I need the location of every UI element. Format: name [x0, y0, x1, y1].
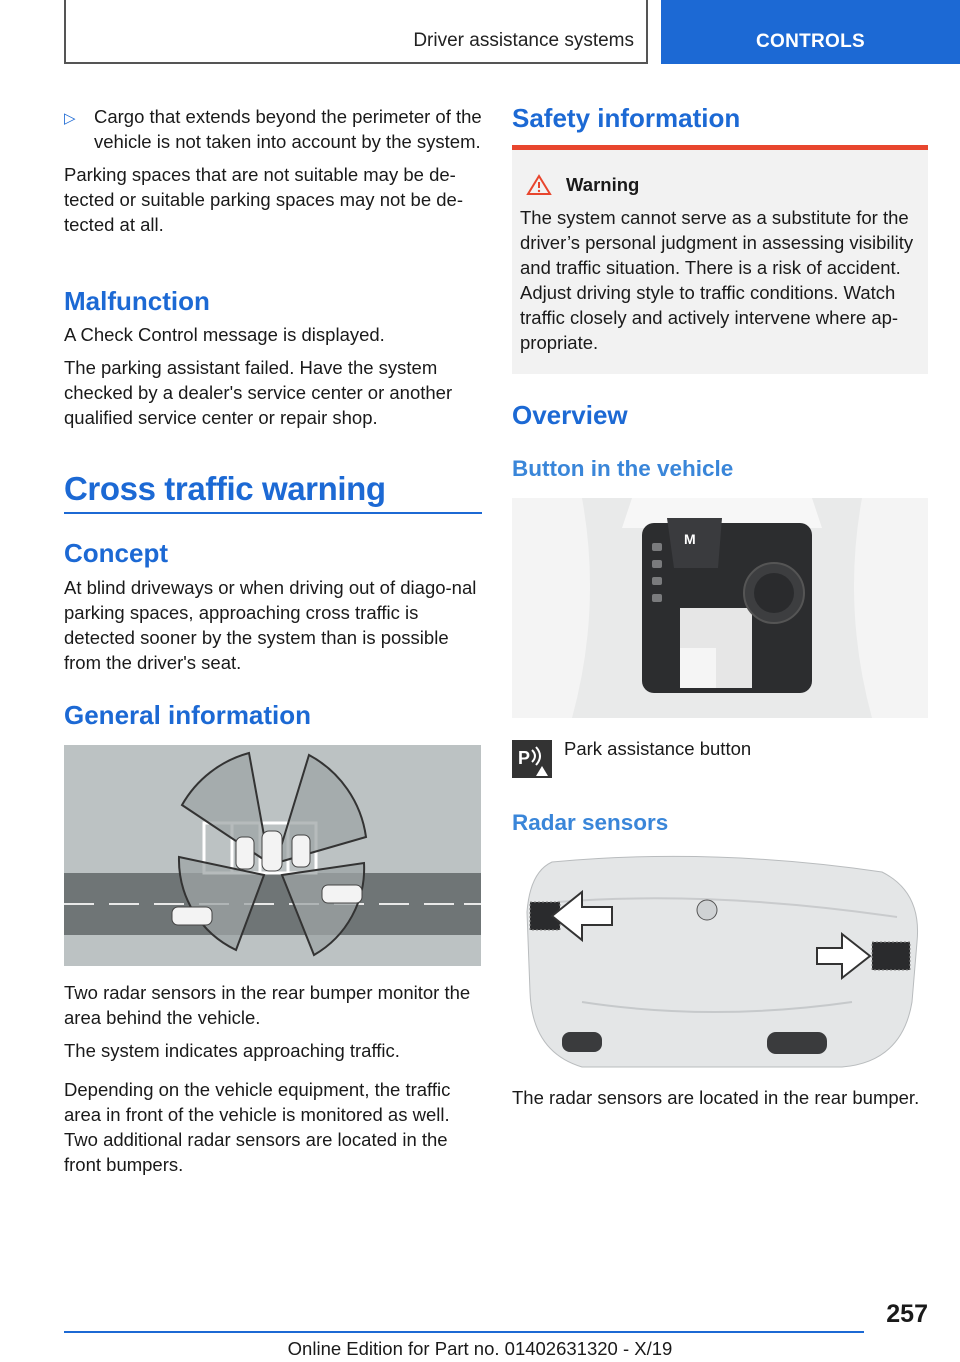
- safety-heading: Safety information: [512, 103, 741, 133]
- radar-paragraph: The radar sensors are located in the rear bumper.: [512, 1087, 920, 1108]
- cross-traffic-illustration: [64, 745, 481, 966]
- radar-body: [512, 1085, 928, 1118]
- footer-edition: Online Edition for Part no. 01402631320 - X/19: [287, 1338, 673, 1359]
- page-number: 257: [886, 1300, 928, 1328]
- rear-bumper-figure: [512, 852, 928, 1072]
- malfunction-paragraph-2: The parking assistant failed. Have the system checked by a dealer's service center or another qualified service center or repair shop.: [64, 357, 453, 428]
- general-info-body: [64, 980, 482, 1185]
- left-column-top: [64, 104, 482, 245]
- bullet-text: Cargo that extends beyond the perimeter of the vehicle is not taken into account by the system.: [94, 106, 482, 152]
- warning-box: [512, 145, 928, 374]
- general-paragraph-1: Two radar sensors in the rear bumper monitor the area behind the vehicle.: [64, 982, 471, 1028]
- button-heading: Button in the vehicle: [512, 456, 734, 481]
- warning-text: The system cannot serve as a substitute for the driver’s personal judgment in assessing visibility and traffic situation. There is a risk of accident. Adjust driving style to traffic conditions. Watch traffic closely and actively intervene where ap-propriate.: [520, 207, 914, 353]
- header-section-box: [64, 0, 648, 64]
- bullet-item: [64, 104, 482, 154]
- overview-heading: Overview: [512, 400, 628, 430]
- heading-rule: [64, 512, 482, 514]
- malfunction-body: [64, 322, 482, 438]
- header-section-title: Driver assistance systems: [413, 30, 634, 51]
- center-console-figure: [512, 498, 928, 718]
- warning-title: Warning: [566, 174, 640, 195]
- warning-triangle-icon: [526, 174, 552, 196]
- center-console-illustration: [512, 498, 928, 718]
- park-assist-button-icon: [512, 740, 552, 778]
- parking-paragraph: Parking spaces that are not suitable may be de-tected or suitable parking spaces may not be de-tected at all.: [64, 164, 464, 235]
- general-info-heading: General information: [64, 700, 312, 730]
- header-chapter-title: CONTROLS: [755, 31, 865, 52]
- svg-text:P: P: [518, 748, 531, 768]
- warning-header: [520, 172, 920, 197]
- bullet-triangle-icon: ▷: [64, 110, 76, 127]
- rear-bumper-illustration: [512, 852, 928, 1072]
- concept-paragraph: At blind driveways or when driving out of diago-nal parking spaces, approaching cross traffic is detected sooner by the system than is possible from the driver's seat.: [64, 577, 477, 673]
- concept-heading: Concept: [64, 538, 168, 568]
- general-paragraph-3: Depending on the vehicle equipment, the traffic area in front of the vehicle is monitored as well. Two additional radar sensors are located in the front bumpers.: [64, 1079, 451, 1175]
- cross-traffic-figure: [64, 745, 481, 966]
- footer-rule: [64, 1331, 864, 1333]
- general-paragraph-2: The system indicates approaching traffic.: [64, 1040, 400, 1061]
- header-chapter-tab: [661, 0, 960, 64]
- park-button-label: Park assistance button: [564, 738, 752, 759]
- cross-traffic-heading: Cross traffic warning: [64, 470, 386, 507]
- console-logo: M: [684, 531, 696, 547]
- radar-heading: Radar sensors: [512, 810, 669, 835]
- concept-body: [64, 575, 482, 683]
- malfunction-paragraph-1: A Check Control message is displayed.: [64, 324, 385, 345]
- malfunction-heading: Malfunction: [64, 286, 210, 316]
